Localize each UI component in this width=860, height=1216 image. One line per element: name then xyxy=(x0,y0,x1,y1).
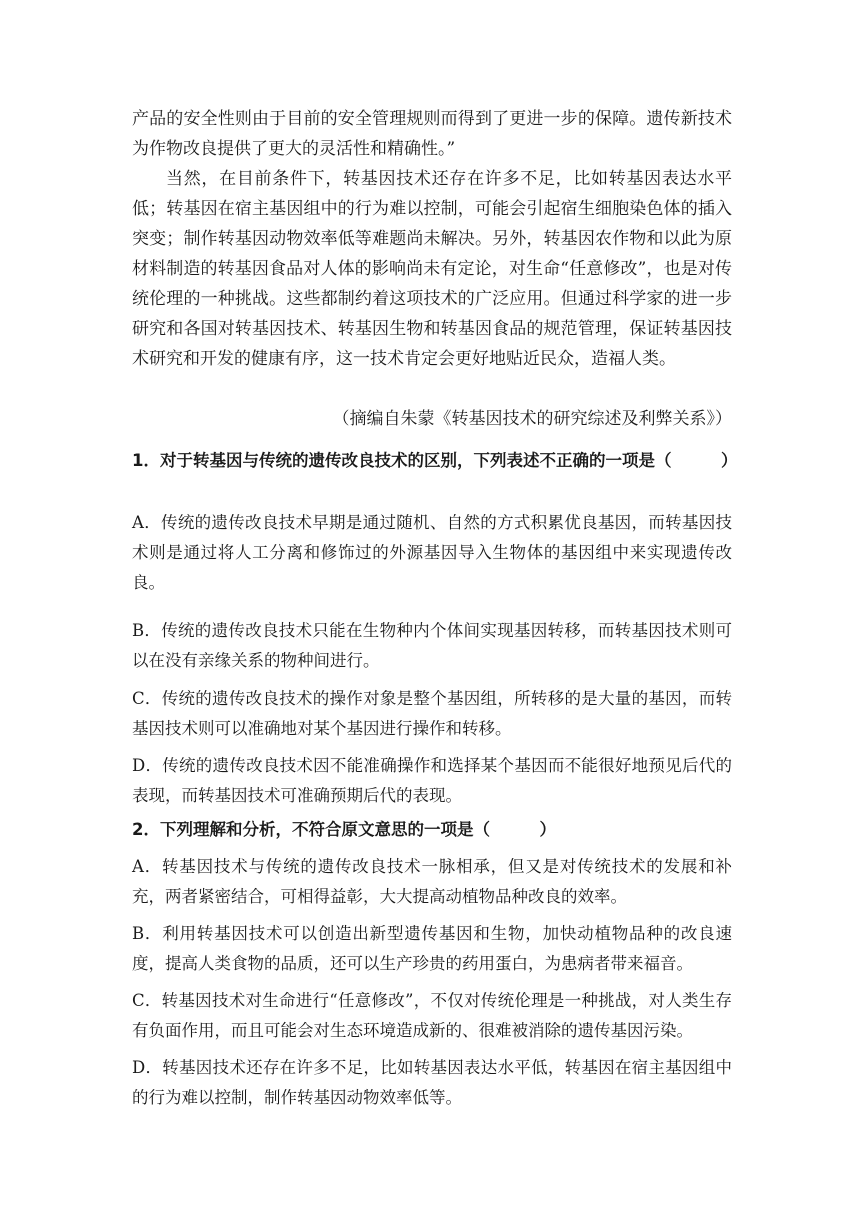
passage-source: （摘编自朱蒙《转基因技术的研究综述及利弊关系》） xyxy=(332,409,732,429)
question-1-option-d: D．传统的遗传改良技术因不能准确操作和选择某个基因而不能很好地预见后代的表现，而转基因技术可准确预期后代的表现。 xyxy=(132,756,732,805)
question-2-option-b: B．利用转基因技术可以创造出新型遗传基因和生物，加快动植物品种的改良速度，提高人类食物的品质，还可以生产珍贵的药用蛋白，为患病者带来福音。 xyxy=(132,924,732,973)
question-2-option-c: C．转基因技术对生命进行“任意修改”，不仅对传统伦理是一种挑战，对人类生存有负面作用，而且可能会对生态环境造成新的、很难被消除的遗传基因污染。 xyxy=(132,991,732,1040)
question-2-option-d: D．转基因技术还存在许多不足，比如转基因表达水平低，转基因在宿主基因组中的行为难以控制，制作转基因动物效率低等。 xyxy=(132,1058,732,1107)
question-1-option-b: B．传统的遗传改良技术只能在生物种内个体间实现基因转移，而转基因技术则可以在没有亲缘关系的物种间进行。 xyxy=(132,621,732,670)
question-1-option-c: C．传统的遗传改良技术的操作对象是整个基因组，所转移的是大量的基因，而转基因技术则可以准确地对某个基因进行操作和转移。 xyxy=(132,689,732,738)
question-2-option-a: A．转基因技术与传统的遗传改良技术一脉相承，但又是对传统技术的发展和补充，两者紧密结合，可相得益彰，大大提高动植物品种改良的效率。 xyxy=(132,857,732,906)
passage-paragraph-1: 产品的安全性则由于目前的安全管理规则而得到了更进一步的保障。遗传新技术为作物改良提供了更大的灵活性和精确性。” xyxy=(132,109,732,159)
passage-paragraph-2: 当然，在目前条件下，转基因技术还存在许多不足，比如转基因表达水平低；转基因在宿主基因组中的行为难以控制，可能会引起宿生细胞染色体的插入突变；制作转基因动物效率低等难题尚未解决。另外，转基因农作物和以此为原材料制造的转基因食品对人体的影响尚未有定论，对生命“任意修改”，也是对传统伦理的一种挑战。这些都制约着这项技术的广泛应用。但通过科学家的进一步研究和各国对转基因技术、转基因生物和转基因食品的规范管理，保证转基因技术研究和开发的健康有序，这一技术肯定会更好地贴近民众，造福人类。 xyxy=(132,169,732,369)
question-1-option-a: A．传统的遗传改良技术早期是通过随机、自然的方式积累优良基因，而转基因技术则是通过将人工分离和修饰过的外源基因导入生物体的基因组中来实现遗传改良。 xyxy=(132,513,732,592)
question-2-stem: 2．下列理解和分析，不符合原文意思的一项是（ ） xyxy=(132,820,556,839)
question-1-stem: 1．对于转基因与传统的遗传改良技术的区别，下列表述不正确的一项是（ ） xyxy=(132,451,738,470)
